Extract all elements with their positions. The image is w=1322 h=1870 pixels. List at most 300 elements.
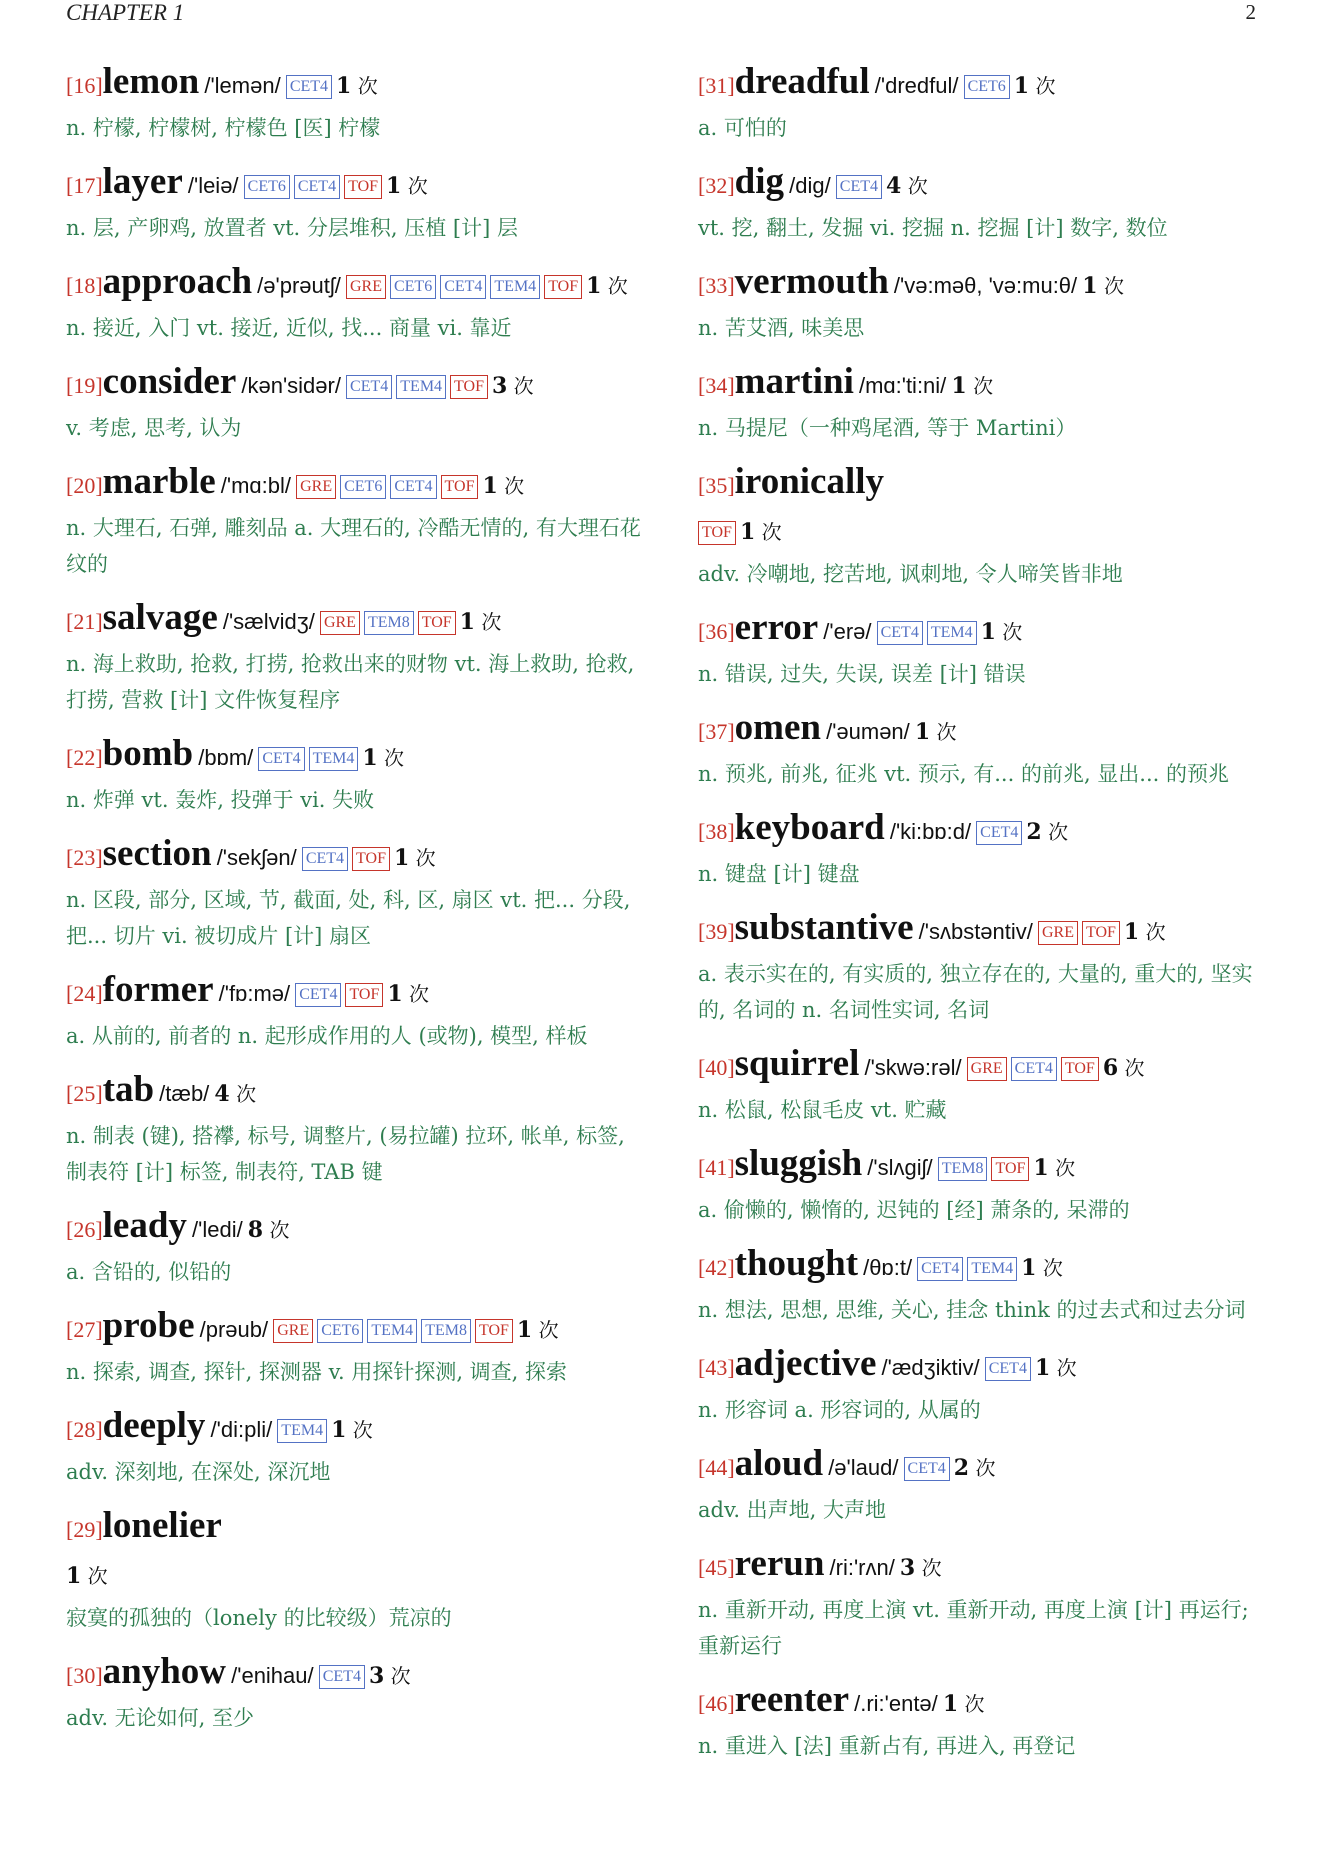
headword: substantive (734, 907, 914, 948)
vocab-entry (66, 1504, 641, 1636)
frequency-unit: 次 (1048, 820, 1069, 844)
definition: n. 键盘 [计] 键盘 (698, 862, 860, 886)
entry-headline (698, 1442, 1273, 1492)
frequency (886, 174, 928, 198)
frequency-unit: 次 (1002, 620, 1023, 644)
definition: a. 可怕的 (698, 116, 787, 140)
entry-number: [31] (698, 73, 735, 98)
headword: omen (734, 707, 821, 748)
headword: section (102, 833, 212, 874)
exam-tag: TOF (344, 175, 382, 199)
frequency-count: 1 (386, 173, 402, 199)
phonetic: /'və:məθ, 'və:mu:θ/ (893, 273, 1078, 298)
headword: anyhow (102, 1651, 227, 1692)
vocab-entry (698, 260, 1273, 346)
frequency (1103, 1056, 1145, 1080)
headword: salvage (102, 597, 218, 638)
definition: n. 层, 产卵鸡, 放置者 vt. 分层堆积, 压植 [计] 层 (66, 216, 518, 240)
vocab-entry (66, 732, 641, 818)
exam-tag: TOF (450, 375, 488, 399)
entry-number: [18] (66, 273, 103, 298)
vocab-entry (698, 460, 1273, 592)
definition: n. 柠檬, 柠檬树, 柠檬色 [医] 柠檬 (66, 116, 381, 140)
definition: a. 含铅的, 似铅的 (66, 1260, 232, 1284)
vocab-entry (66, 360, 641, 446)
entry-number: [44] (698, 1455, 735, 1480)
left-column (66, 60, 641, 1736)
headword: rerun (734, 1543, 825, 1584)
entry-headline (698, 1042, 1273, 1092)
definition: adv. 出声地, 大声地 (698, 1498, 887, 1522)
definition: n. 炸弹 vt. 轰炸, 投弹于 vi. 失败 (66, 788, 375, 812)
entry-headline (66, 260, 641, 310)
phonetic: /'sælvidʒ/ (222, 609, 315, 634)
definition: adv. 深刻地, 在深处, 深沉地 (66, 1460, 331, 1484)
vocab-entry (66, 160, 641, 246)
headword: dig (734, 161, 785, 202)
definition: n. 松鼠, 松鼠毛皮 vt. 贮藏 (698, 1098, 947, 1122)
phonetic: /'ledi/ (192, 1217, 243, 1242)
headword: vermouth (734, 261, 889, 302)
headword: consider (102, 361, 237, 402)
exam-tag: GRE (1038, 921, 1078, 945)
exam-tag: GRE (273, 1319, 313, 1343)
exam-tag: GRE (346, 275, 386, 299)
frequency-unit: 次 (409, 982, 430, 1006)
frequency (1035, 1356, 1077, 1380)
frequency-count: 1 (1123, 919, 1140, 945)
definition: n. 制表 (键), 搭襻, 标号, 调整片, (易拉罐) 拉环, 帐单, 标签, 制表符 [计] 标签, 制表符, TAB 键 (66, 1124, 625, 1184)
frequency (1021, 1256, 1063, 1280)
exam-tag: TOF (418, 611, 456, 635)
phonetic: /θɒ:t/ (863, 1255, 913, 1280)
frequency (387, 982, 429, 1006)
frequency-count: 4 (886, 173, 902, 199)
exam-tag: CET4 (440, 275, 486, 299)
vocab-entry (66, 596, 641, 718)
exam-tag: CET4 (985, 1357, 1031, 1381)
entry-headline (66, 832, 641, 882)
entry-tags-line (66, 1554, 641, 1600)
frequency (460, 610, 502, 634)
phonetic: /'ki:bɒ:d/ (889, 819, 972, 844)
headword: dreadful (734, 61, 870, 102)
entry-number: [26] (66, 1217, 103, 1242)
exam-tag: TEM8 (421, 1319, 471, 1343)
frequency-unit: 次 (1056, 1356, 1077, 1380)
entry-headline (66, 1304, 641, 1354)
entry-number: [21] (66, 609, 103, 634)
phonetic: /kən'sidər/ (241, 373, 341, 398)
entry-number: [34] (698, 373, 735, 398)
definition: n. 预兆, 前兆, 征兆 vt. 预示, 有... 的前兆, 显出... 的预兆 (698, 762, 1230, 786)
vocab-entry (66, 260, 641, 346)
headword: keyboard (734, 807, 885, 848)
frequency-unit: 次 (538, 1318, 559, 1342)
headword: error (734, 607, 819, 648)
phonetic: /'leiə/ (187, 173, 239, 198)
entry-headline (698, 906, 1273, 956)
entry-number: [45] (698, 1555, 735, 1580)
vocab-entry (66, 832, 641, 954)
frequency-count: 1 (516, 1317, 533, 1343)
frequency (1014, 74, 1056, 98)
frequency (1082, 274, 1124, 298)
entry-headline (66, 596, 641, 646)
frequency-unit: 次 (975, 1456, 996, 1480)
headword: martini (734, 361, 854, 402)
frequency (394, 846, 436, 870)
headword: lonelier (102, 1505, 222, 1546)
exam-tag: GRE (967, 1057, 1007, 1081)
frequency-count: 1 (942, 1691, 959, 1717)
vocab-entry (698, 1242, 1273, 1328)
entry-number: [25] (66, 1081, 103, 1106)
phonetic: /mɑ:'ti:ni/ (858, 373, 947, 398)
definition: n. 错误, 过失, 失误, 误差 [计] 错误 (698, 662, 1026, 686)
exam-tag: CET6 (244, 175, 290, 199)
frequency-unit: 次 (1035, 74, 1056, 98)
headword: tab (102, 1069, 155, 1110)
entry-headline (66, 1404, 641, 1454)
vocab-entry (698, 60, 1273, 146)
vocab-entry (698, 1042, 1273, 1128)
exam-tag: TOF (441, 475, 479, 499)
headword: former (102, 969, 214, 1010)
phonetic: /prəub/ (199, 1317, 269, 1342)
vocab-entry (698, 1142, 1273, 1228)
headword: bomb (102, 733, 194, 774)
headword: reenter (734, 1679, 849, 1720)
frequency-count: 1 (1021, 1255, 1037, 1281)
phonetic: /'ædʒiktiv/ (881, 1355, 980, 1380)
exam-tag: CET4 (904, 1457, 950, 1481)
headword: ironically (734, 461, 885, 502)
vocab-entry (66, 1650, 641, 1736)
frequency-count: 1 (362, 745, 378, 771)
page-number: 2 (1245, 0, 1256, 24)
phonetic: /tæb/ (159, 1081, 210, 1106)
frequency (517, 1318, 559, 1342)
frequency-count: 1 (331, 1417, 347, 1443)
frequency-count: 8 (247, 1217, 264, 1243)
frequency-count: 1 (980, 619, 996, 645)
exam-tag: TEM4 (277, 1419, 327, 1443)
frequency-count: 1 (1034, 1355, 1051, 1381)
vocab-entry (698, 160, 1273, 246)
headword: deeply (102, 1405, 206, 1446)
phonetic: /'əumən/ (826, 719, 910, 744)
frequency-count: 1 (387, 981, 403, 1007)
entry-headline (698, 1542, 1273, 1592)
frequency (943, 1692, 985, 1716)
frequency (1033, 1156, 1075, 1180)
page-header (66, 0, 1256, 28)
frequency-count: 1 (914, 719, 931, 745)
frequency-unit: 次 (921, 1556, 942, 1580)
vocab-entry (698, 906, 1273, 1028)
frequency (482, 474, 524, 498)
entry-number: [16] (66, 73, 103, 98)
frequency-count: 4 (214, 1081, 230, 1107)
definition: a. 从前的, 前者的 n. 起形成作用的人 (或物), 模型, 样板 (66, 1024, 588, 1048)
entry-tags-line (698, 510, 1273, 556)
phonetic: /'sʌbstəntiv/ (918, 919, 1033, 944)
frequency (981, 620, 1023, 644)
entry-headline (66, 160, 641, 210)
frequency-unit: 次 (504, 474, 525, 498)
frequency (1026, 820, 1068, 844)
exam-tag: GRE (320, 611, 360, 635)
entry-headline (698, 606, 1273, 656)
frequency (586, 274, 628, 298)
frequency-count: 1 (951, 373, 967, 399)
entry-headline (698, 60, 1273, 110)
exam-tag: CET4 (877, 621, 923, 645)
phonetic: /ri:'rʌn/ (829, 1555, 895, 1580)
entry-headline (66, 1504, 641, 1554)
phonetic: /ə'laud/ (828, 1455, 899, 1480)
entry-headline (698, 160, 1273, 210)
vocab-entry (698, 606, 1273, 692)
phonetic: /.ri:'entə/ (854, 1691, 938, 1716)
exam-tag: CET4 (1011, 1057, 1057, 1081)
exam-tag: CET4 (286, 75, 332, 99)
entry-number: [38] (698, 819, 735, 844)
frequency-count: 1 (393, 845, 410, 871)
entry-headline (698, 1242, 1273, 1292)
entry-number: [19] (66, 373, 103, 398)
vocab-entry (66, 1304, 641, 1390)
entry-number: [30] (66, 1663, 103, 1688)
frequency-unit: 次 (390, 1664, 411, 1688)
entry-headline (66, 968, 641, 1018)
frequency-unit: 次 (1042, 1256, 1063, 1280)
entry-headline (698, 1142, 1273, 1192)
exam-tag: TEM4 (396, 375, 446, 399)
phonetic: /ə'prəutʃ/ (257, 273, 341, 298)
frequency-unit: 次 (384, 746, 405, 770)
frequency-count: 6 (1102, 1055, 1119, 1081)
right-column (698, 60, 1273, 1764)
entry-number: [40] (698, 1055, 735, 1080)
phonetic: /'slʌgiʃ/ (867, 1155, 933, 1180)
entry-number: [24] (66, 981, 103, 1006)
definition: n. 探索, 调查, 探针, 探测器 v. 用探针探测, 调查, 探索 (66, 1360, 568, 1384)
entry-headline (698, 460, 1273, 510)
frequency-count: 2 (953, 1455, 970, 1481)
headword: layer (102, 161, 183, 202)
frequency (1124, 920, 1166, 944)
entry-headline (66, 1650, 641, 1700)
chapter-title: CHAPTER 1 (66, 0, 185, 25)
headword: marble (102, 461, 216, 502)
frequency-unit: 次 (407, 174, 428, 198)
frequency-unit: 次 (936, 720, 957, 744)
frequency (915, 720, 957, 744)
entry-number: [46] (698, 1691, 735, 1716)
vocab-entry (66, 1204, 641, 1290)
definition: adv. 冷嘲地, 挖苦地, 讽刺地, 令人啼笑皆非地 (698, 562, 1123, 586)
vocab-entry (66, 1068, 641, 1190)
entry-number: [32] (698, 173, 735, 198)
frequency (386, 174, 428, 198)
frequency (362, 746, 404, 770)
frequency-count: 3 (899, 1555, 916, 1581)
entry-headline (698, 1342, 1273, 1392)
frequency-unit: 次 (357, 74, 378, 98)
definition: n. 重进入 [法] 重新占有, 再进入, 再登记 (698, 1734, 1076, 1758)
exam-tag: TEM4 (490, 275, 540, 299)
vocab-entry (698, 1542, 1273, 1664)
exam-tag: CET4 (258, 747, 304, 771)
frequency-count: 1 (586, 273, 602, 299)
frequency-unit: 次 (1055, 1156, 1076, 1180)
frequency (66, 1564, 108, 1588)
headword: adjective (734, 1343, 877, 1384)
frequency-count: 3 (368, 1663, 385, 1689)
frequency-unit: 次 (1145, 920, 1166, 944)
frequency-unit: 次 (1124, 1056, 1145, 1080)
vocab-entry (698, 1678, 1273, 1764)
exam-tag: TOF (991, 1157, 1029, 1181)
exam-tag: CET4 (302, 847, 348, 871)
headword: aloud (734, 1443, 824, 1484)
entry-headline (698, 260, 1273, 310)
entry-headline (66, 1204, 641, 1254)
exam-tag: TOF (345, 983, 383, 1007)
definition: n. 区段, 部分, 区域, 节, 截面, 处, 科, 区, 扇区 vt. 把... 分段, 把... 切片 vi. 被切成片 [计] 扇区 (66, 888, 631, 948)
headword: sluggish (734, 1143, 863, 1184)
phonetic: /'lemən/ (204, 73, 281, 98)
frequency (248, 1218, 290, 1242)
phonetic: /'enihau/ (231, 1663, 314, 1688)
entry-number: [27] (66, 1317, 103, 1342)
vocab-entry (66, 1404, 641, 1490)
phonetic: /'mɑ:bl/ (220, 473, 292, 498)
frequency-unit: 次 (481, 610, 502, 634)
entry-number: [20] (66, 473, 103, 498)
exam-tag: TOF (352, 847, 390, 871)
frequency-unit: 次 (973, 374, 994, 398)
vocab-entry (698, 1342, 1273, 1428)
exam-tag: CET6 (390, 275, 436, 299)
frequency (331, 1418, 373, 1442)
entry-number: [41] (698, 1155, 735, 1180)
exam-tag: CET4 (917, 1257, 963, 1281)
definition: n. 大理石, 石弹, 雕刻品 a. 大理石的, 冷酷无情的, 有大理石花纹的 (66, 516, 641, 576)
exam-tag: CET4 (346, 375, 392, 399)
exam-tag: CET4 (390, 475, 436, 499)
exam-tag: TEM4 (309, 747, 359, 771)
definition: n. 接近, 入门 vt. 接近, 近似, 找... 商量 vi. 靠近 (66, 316, 512, 340)
vocab-entry (698, 360, 1273, 446)
entry-headline (698, 1678, 1273, 1728)
exam-tag: CET4 (295, 983, 341, 1007)
phonetic: /bɒm/ (198, 745, 254, 770)
exam-tag: TEM4 (367, 1319, 417, 1343)
exam-tag: CET6 (340, 475, 386, 499)
frequency-count: 1 (1013, 73, 1030, 99)
frequency-count: 1 (66, 1563, 82, 1589)
frequency-unit: 次 (236, 1082, 257, 1106)
vocab-entry (66, 460, 641, 582)
frequency-unit: 次 (907, 174, 928, 198)
frequency-count: 3 (491, 373, 508, 399)
entry-headline (698, 360, 1273, 410)
vocab-entry (698, 1442, 1273, 1528)
entry-headline (66, 732, 641, 782)
entry-number: [28] (66, 1417, 103, 1442)
phonetic: /'fɒ:mə/ (218, 981, 291, 1006)
frequency (369, 1664, 411, 1688)
exam-tag: TEM4 (927, 621, 977, 645)
definition: v. 考虑, 思考, 认为 (66, 416, 242, 440)
exam-tag: TOF (544, 275, 582, 299)
exam-tag: CET4 (294, 175, 340, 199)
frequency-count: 1 (1082, 273, 1098, 299)
definition: n. 海上救助, 抢救, 打捞, 抢救出来的财物 vt. 海上救助, 抢救, 打捞, 营救 [计] 文件恢复程序 (66, 652, 635, 712)
frequency-unit: 次 (352, 1418, 373, 1442)
definition: adv. 无论如何, 至少 (66, 1706, 255, 1730)
exam-tag: CET4 (319, 1665, 365, 1689)
frequency (951, 374, 993, 398)
phonetic: /'di:pli/ (210, 1417, 273, 1442)
headword: thought (734, 1243, 859, 1284)
entry-number: [39] (698, 919, 735, 944)
frequency (900, 1556, 942, 1580)
exam-tag: CET6 (964, 75, 1010, 99)
exam-tag: GRE (296, 475, 336, 499)
definition: a. 表示实在的, 有实质的, 独立存在的, 大量的, 重大的, 坚实的, 名词的 n. 名词性实词, 名词 (698, 962, 1253, 1022)
entry-number: [17] (66, 173, 103, 198)
entry-number: [37] (698, 719, 735, 744)
definition: vt. 挖, 翻土, 发掘 vi. 挖掘 n. 挖掘 [计] 数字, 数位 (698, 216, 1168, 240)
frequency-count: 1 (482, 473, 498, 499)
headword: leady (102, 1205, 187, 1246)
definition: n. 形容词 a. 形容词的, 从属的 (698, 1398, 981, 1422)
vocab-entry (698, 706, 1273, 792)
vocab-entry (66, 60, 641, 146)
entry-number: [43] (698, 1355, 735, 1380)
headword: lemon (102, 61, 200, 102)
frequency-unit: 次 (607, 274, 628, 298)
frequency (954, 1456, 996, 1480)
exam-tag: TEM4 (967, 1257, 1017, 1281)
frequency-unit: 次 (87, 1564, 108, 1588)
exam-tag: TOF (698, 521, 736, 545)
exam-tag: TOF (475, 1319, 513, 1343)
exam-tag: TOF (1061, 1057, 1099, 1081)
entry-number: [23] (66, 845, 103, 870)
entry-headline (66, 460, 641, 510)
headword: probe (102, 1305, 195, 1346)
entry-number: [35] (698, 473, 735, 498)
entry-headline (698, 706, 1273, 756)
frequency-unit: 次 (513, 374, 534, 398)
entry-number: [42] (698, 1255, 735, 1280)
entry-number: [29] (66, 1517, 103, 1542)
frequency-unit: 次 (964, 1692, 985, 1716)
exam-tag: TOF (1082, 921, 1120, 945)
frequency (492, 374, 534, 398)
exam-tag: CET4 (836, 175, 882, 199)
frequency-count: 1 (336, 73, 352, 99)
frequency-count: 1 (739, 519, 756, 545)
frequency-count: 2 (1026, 819, 1042, 845)
definition: a. 偷懒的, 懒惰的, 迟钝的 [经] 萧条的, 呆滞的 (698, 1198, 1130, 1222)
definition: n. 苦艾酒, 味美思 (698, 316, 865, 340)
